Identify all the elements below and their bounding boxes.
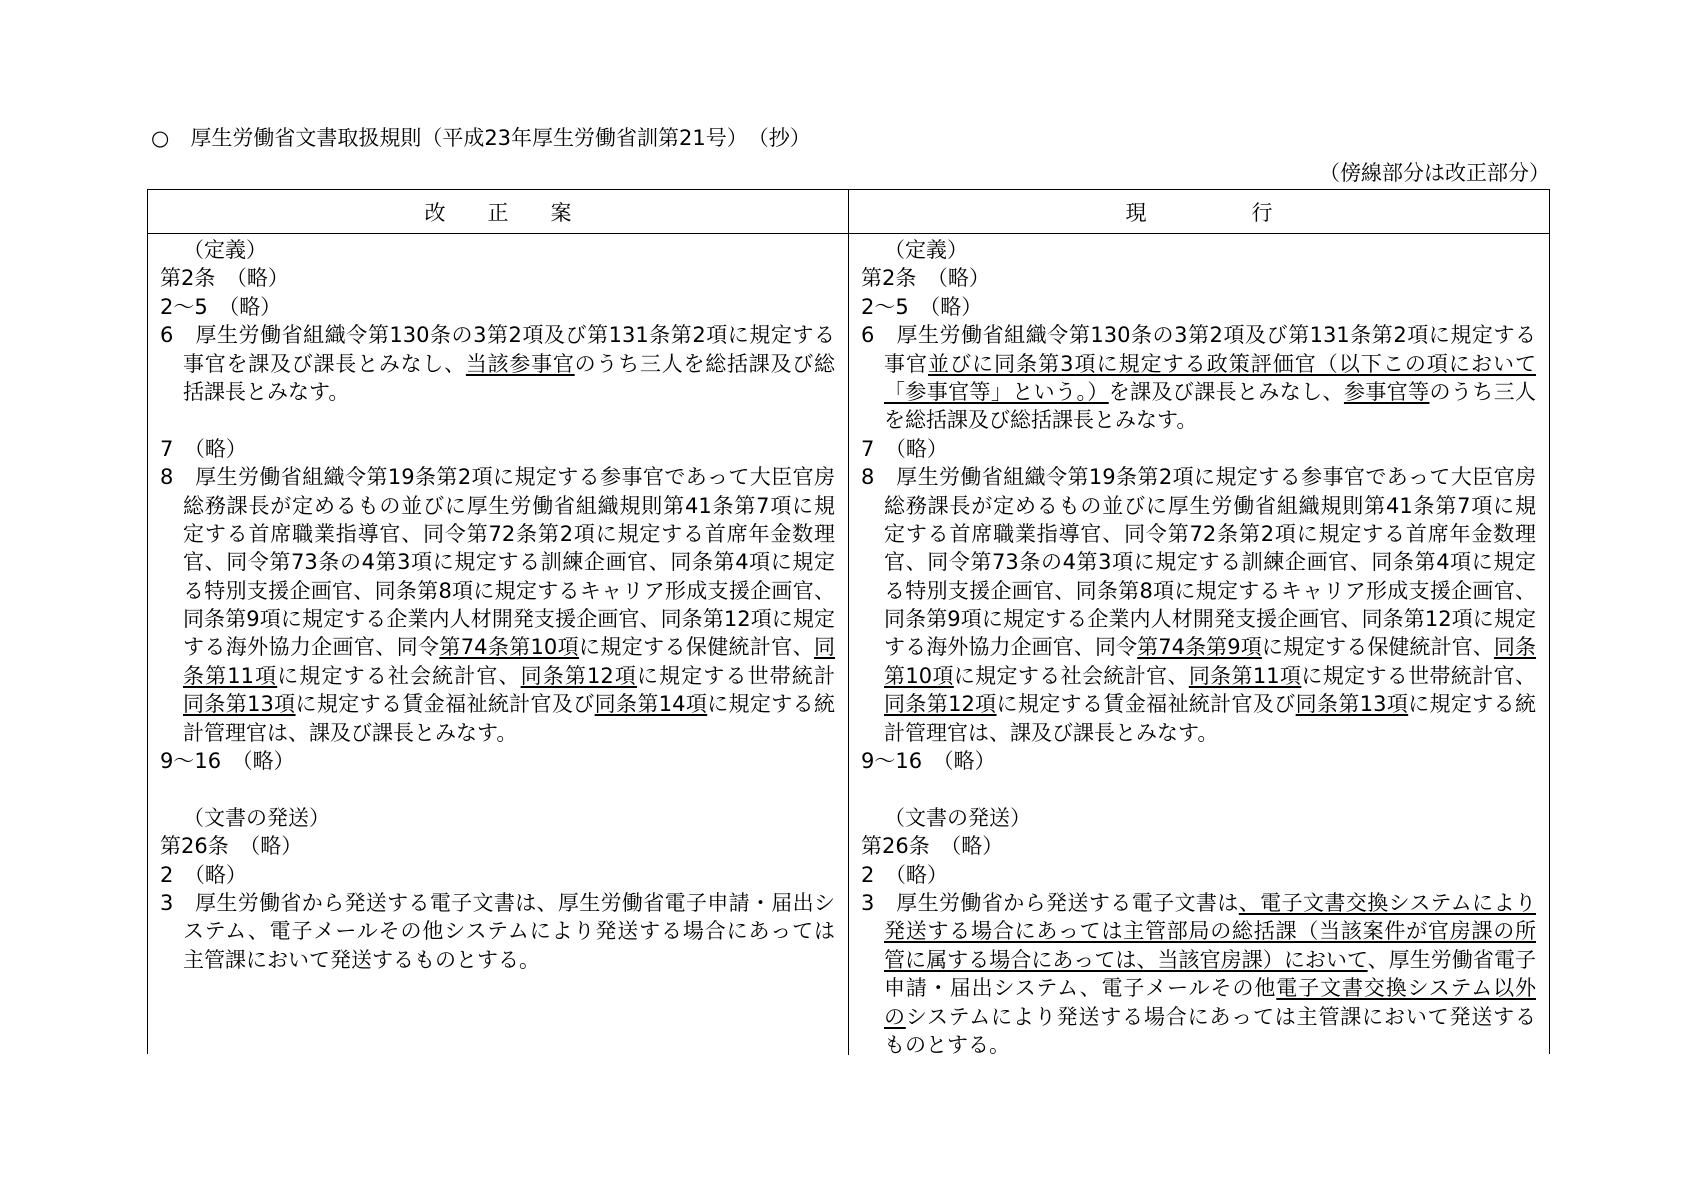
text-segment: 2～5 （略） [160,294,282,319]
section-heading [148,236,848,264]
text-segment: に規定する賃金福祉統計官及び [996,692,1296,717]
text-segment: ものとする。 [884,1032,1010,1057]
text-segment: 官、同令第73条の4第3項に規定する訓練企画官、同条第4項に規定 [183,550,835,575]
paragraph-line [849,520,1549,548]
text-segment: 6 厚生労働省組織令第130条の3第2項及び第131条第2項に規定する [160,323,835,348]
amended-text: 、電子文書交換システムにより [1238,890,1537,915]
column-proposed [148,234,849,1055]
text-segment: のうち三人を総括課及び総 [574,351,836,376]
paragraph-line [148,264,848,292]
text-segment: 第26条 （略） [861,834,1004,859]
text-segment: る特別支援企画官、同条第8項に規定するキャリア形成支援企画官、 [884,578,1536,603]
text-segment: を課及び課長とみなし、 [1108,379,1344,404]
amended-text: 同条第12項 [884,692,997,717]
text-segment: 7 （略） [861,436,948,461]
text-segment: 第2条 （略） [861,266,990,291]
paragraph-line [849,1003,1549,1031]
text-segment: 6 厚生労働省組織令第130条の3第2項及び第131条第2項に規定する [861,323,1536,348]
text-segment: 7 （略） [160,436,247,461]
text-segment: ステム、電子メールその他システムにより発送する場合にあっては [183,919,835,944]
text-segment: 同条第9項に規定する企業内人材開発支援企画官、同条第12項に規定 [183,607,835,632]
text-segment: 2 （略） [160,862,247,887]
text-segment: に規定する社会統計官、 [953,663,1189,688]
text-segment: に規定する保健統計官、 [579,635,815,660]
amended-text: 電子文書交換システム以外 [1276,976,1537,1001]
text-segment: 計管理官は、課及び課長とみなす。 [884,720,1219,745]
text-segment: 2 （略） [861,862,948,887]
text-segment: （文書の発送） [884,805,1031,830]
paragraph-line [849,946,1549,974]
table-body [148,234,1549,1055]
underline-note: （傍線部分は改正部分） [1319,161,1550,185]
text-segment: 定する首席職業指導官、同令第72条第2項に規定する首席年金数理 [884,521,1536,546]
paragraph-line [849,633,1549,661]
paragraph-line [849,747,1549,775]
amended-text: 同 [814,635,836,660]
text-segment: 第2条 （略） [160,266,289,291]
paragraph-line [849,264,1549,292]
paragraph-line [148,719,848,747]
paragraph-line [849,974,1549,1002]
text-segment: 事官を課及び課長とみなし、 [183,351,466,376]
paragraph-line [148,293,848,321]
text-segment: 8 厚生労働省組織令第19条第2項に規定する参事官であって大臣官房 [861,465,1536,490]
amended-text: 並びに同条第3項に規定する政策評価官（以下この項において [928,351,1537,376]
amended-text: 第74条第9項 [1137,635,1262,660]
document-title: ○ 厚生労働省文書取扱規則（平成23年厚生労働省訓第21号） （抄） [151,126,811,150]
text-segment: 第26条 （略） [160,834,303,859]
paragraph-line [849,492,1549,520]
text-segment: 主管課において発送するものとする。 [183,947,540,972]
paragraph-line [148,548,848,576]
paragraph-line [849,435,1549,463]
paragraph-line [148,747,848,775]
paragraph-line [148,690,848,718]
amended-text: 第10項 [884,663,954,688]
paragraph-line [148,917,848,945]
section-heading [849,804,1549,832]
text-segment: に規定する社会統計官、 [277,663,521,688]
section-heading [148,804,848,832]
text-segment: 9～16 （略） [160,749,295,774]
amended-text: 同条 [1493,635,1537,660]
text-segment: のうち三人 [1429,379,1537,404]
paragraph-line [148,946,848,974]
text-segment: 3 厚生労働省から発送する電子文書は、厚生労働省電子申請・届出シ [160,890,835,915]
paragraph-line [849,577,1549,605]
amended-text: 同条第13項 [183,692,296,717]
text-segment: 総務課長が定めるもの並びに厚生労働省組織規則第41条第7項に規 [183,493,835,518]
amended-text: 「参事官等」という。） [884,379,1109,404]
paragraph-line [148,492,848,520]
text-segment: 同条第9項に規定する企業内人材開発支援企画官、同条第12項に規定 [884,607,1536,632]
amended-text: 条第11項 [183,663,278,688]
text-segment: （定義） [884,238,968,262]
amended-text: 参事官等 [1343,379,1430,404]
text-segment: を総括課及び総括課長とみなす。 [884,408,1198,433]
text-segment: 総務課長が定めるもの並びに厚生労働省組織規則第41条第7項に規 [884,493,1536,518]
amended-text: の [884,1004,906,1029]
header-current: 現 行 [1125,200,1273,225]
paragraph-line [849,406,1549,434]
text-segment: に規定する世帯統計 [636,663,835,688]
paragraph-line [148,861,848,889]
paragraph-line [849,605,1549,633]
paragraph-line [849,690,1549,718]
amended-text: 第74条第10項 [439,635,580,660]
paragraph-line [849,861,1549,889]
text-segment: に規定する統 [707,692,836,717]
paragraph-line [849,662,1549,690]
paragraph-line [849,350,1549,378]
text-segment: 事官 [884,351,929,376]
text-segment: 2～5 （略） [861,294,983,319]
amended-text: 同条第12項 [520,663,637,688]
amended-text: 管に属する場合にあっては、当該官房課）において [884,947,1368,972]
paragraph-line [148,662,848,690]
blank-line [849,775,1549,803]
text-segment: する海外協力企画官、同令 [183,635,440,660]
amended-text: 発送する場合にあっては主管部局の総括課（当該案件が官房課の所 [884,919,1536,944]
header-proposed: 改 正 案 [148,190,849,233]
paragraph-line [849,917,1549,945]
table-header [148,190,1549,234]
paragraph-line [148,321,848,349]
text-segment: 計管理官は、課及び課長とみなす。 [183,720,518,745]
blank-line [148,775,848,803]
text-segment: （文書の発送） [183,805,330,830]
text-segment: 3 厚生労働省から発送する電子文書は [861,890,1239,915]
paragraph-line [148,350,848,378]
text-segment: 括課長とみなす。 [183,379,350,404]
paragraph-line [148,435,848,463]
paragraph-line [148,633,848,661]
text-segment: 9～16 （略） [861,749,996,774]
paragraph-line [849,719,1549,747]
text-segment: 申請・届出システム、電子メールその他 [884,976,1277,1001]
column-current [849,234,1549,1055]
text-segment: する海外協力企画官、同令 [884,635,1138,660]
paragraph-line [849,889,1549,917]
paragraph-line [849,321,1549,349]
paragraph-line [148,577,848,605]
text-segment: 、厚生労働省電子 [1367,947,1537,972]
text-segment: 官、同令第73条の4第3項に規定する訓練企画官、同条第4項に規定 [884,550,1536,575]
paragraph-line [148,605,848,633]
paragraph-line [849,293,1549,321]
text-segment: る特別支援企画官、同条第8項に規定するキャリア形成支援企画官、 [183,578,835,603]
text-segment: に規定する保健統計官、 [1261,635,1494,660]
paragraph-line [148,889,848,917]
text-segment: に規定する賃金福祉統計官及び [295,692,595,717]
text-segment: 定する首席職業指導官、同令第72条第2項に規定する首席年金数理 [183,521,835,546]
amended-text: 同条第14項 [594,692,708,717]
amended-text: 当該参事官 [465,351,575,376]
paragraph-line [849,378,1549,406]
paragraph-line [849,548,1549,576]
paragraph-line [148,520,848,548]
paragraph-line [148,378,848,406]
paragraph-line [148,463,848,491]
text-segment: に規定する統 [1408,692,1537,717]
paragraph-line [849,1031,1549,1059]
paragraph-line [849,832,1549,860]
blank-line [148,406,848,434]
paragraph-line [148,832,848,860]
text-segment: （定義） [183,238,267,262]
text-segment: システムにより発送する場合にあっては主管課において発送する [905,1004,1537,1029]
amended-text: 同条第11項 [1188,663,1302,688]
comparison-table [147,189,1550,1057]
amended-text: 同条第13項 [1295,692,1409,717]
section-heading [849,236,1549,264]
paragraph-line [849,463,1549,491]
text-segment: に規定する世帯統計官、 [1301,663,1536,688]
text-segment: 8 厚生労働省組織令第19条第2項に規定する参事官であって大臣官房 [160,465,835,490]
